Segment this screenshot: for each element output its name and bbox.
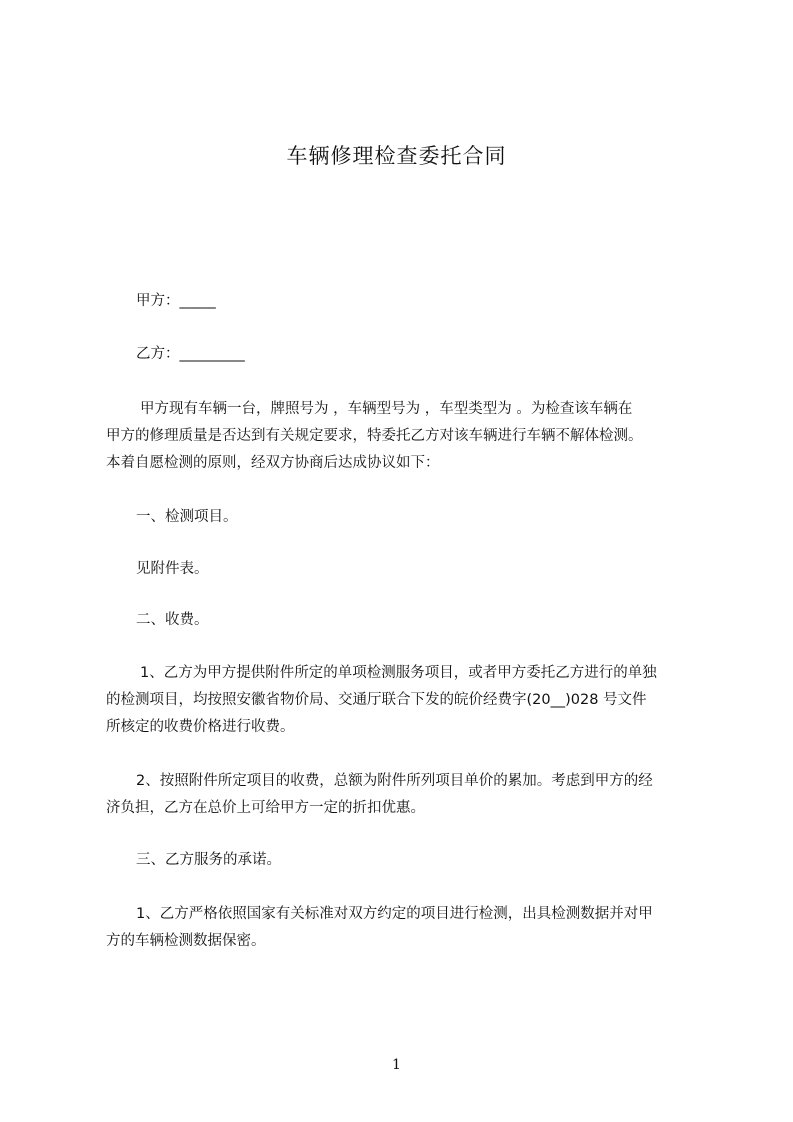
section3-item1-line-1: 1、乙方严格依照国家有关标准对双方约定的项目进行检测，出具检测数据并对甲: [136, 906, 653, 922]
intro-line-3: 本着自愿检测的原则，经双方协商后达成协议如下：: [106, 455, 440, 471]
page-number: 1: [392, 1057, 401, 1073]
section2-item2-line-1: 2、按照附件所定项目的收费，总额为附件所列项目单价的累加。考虑到甲方的经: [136, 773, 653, 789]
document-title: 车辆修理检查委托合同: [286, 144, 507, 168]
section1-body: 见附件表。: [136, 561, 209, 577]
intro-line-1: 甲方现有车辆一台，牌照号为 ，车辆型号为 ，车型类型为 。为检查该车辆在: [140, 401, 633, 417]
section2-item1-line-3: 所核定的收费价格进行收费。: [106, 719, 295, 735]
section2-item1-line-1: 1、乙方为甲方提供附件所定的单项检测服务项目，或者甲方委托乙方进行的单独: [140, 665, 657, 681]
section3-item1-line-2: 方的车辆检测数据保密。: [106, 933, 266, 949]
section1-heading: 一、检测项目。: [136, 509, 238, 525]
party-a-line: 甲方：_____: [136, 293, 216, 309]
section2-item1-line-2: 的检测项目，均按照安徽省物价局、交通厅联合下发的皖价经费字(20__)028 号文件: [106, 692, 647, 708]
section3-heading: 三、乙方服务的承诺。: [136, 852, 281, 868]
section2-item2-line-2: 济负担，乙方在总价上可给甲方一定的折扣优惠。: [106, 800, 425, 816]
party-b-line: 乙方：_________: [136, 346, 245, 362]
intro-line-2: 甲方的修理质量是否达到有关规定要求，特委托乙方对该车辆进行车辆不解体检测。: [106, 428, 643, 444]
section2-heading: 二、收费。: [136, 612, 209, 628]
